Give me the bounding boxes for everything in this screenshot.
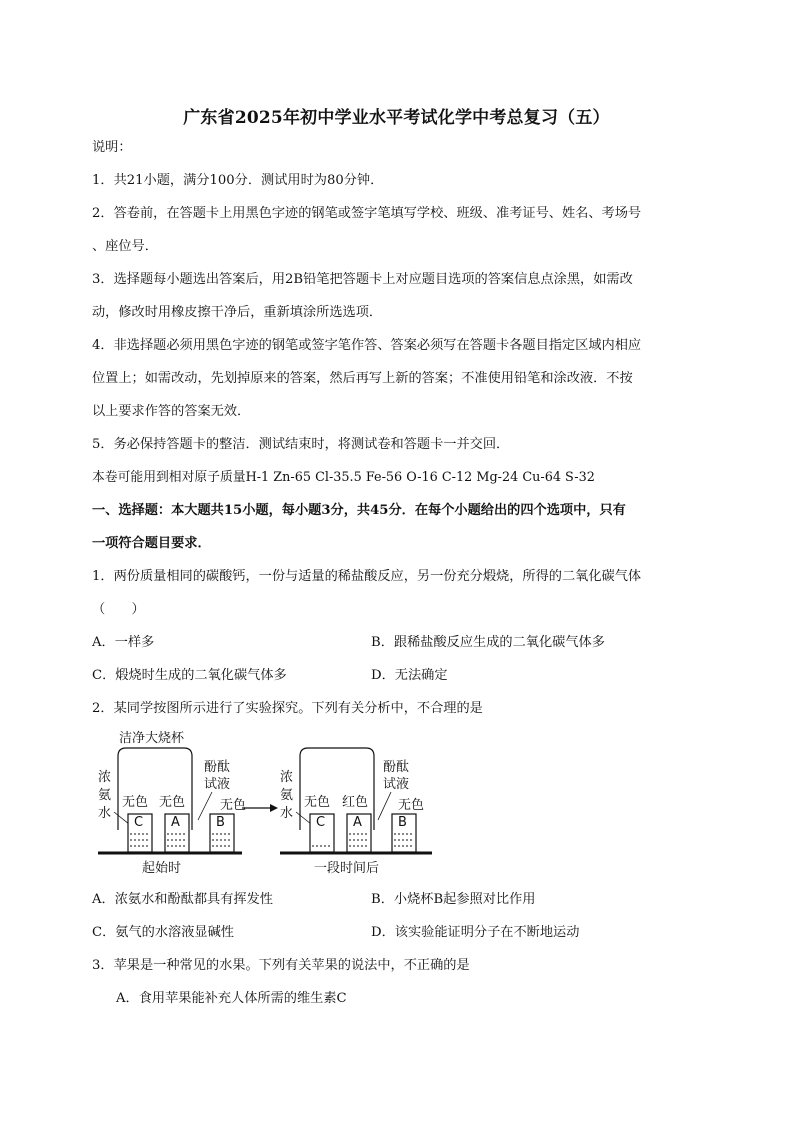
question-3-stem: 3．苹果是一种常见的水果。下列有关苹果的说法中，不正确的是 — [92, 958, 470, 973]
question-1-stem: 1．两份质量相同的碳酸钙，一份与适量的稀盐酸反应，另一份充分煅烧，所得的二氧化碳气体 — [92, 569, 642, 584]
figure-label-phenolphthalein: 试液 — [204, 777, 231, 792]
figure-label-phenolphthalein: 试液 — [383, 777, 410, 792]
note-line: 位置上；如需改动，先划掉原来的答案，然后再写上新的答案；不准使用铅笔和涂改液．不按 — [92, 371, 633, 386]
note-line: 以上要求作答的答案无效． — [92, 404, 251, 419]
figure-caption-start: 起始时 — [142, 861, 182, 876]
question-2-option-d: D．该实验能证明分子在不断地运动 — [371, 925, 580, 940]
figure-label-colorless: 无色 — [122, 795, 149, 810]
figure-label-b: B — [398, 815, 407, 830]
figure-label-ammonia: 水 — [98, 806, 112, 821]
figure-label-big-beaker: 洁净大烧杯 — [119, 731, 185, 746]
figure-label-ammonia: 氨 — [280, 788, 294, 803]
note-line: 2．答卷前，在答题卡上用黑色字迹的钢笔或签字笔填写学校、班级、准考证号、姓名、考场号 — [92, 206, 642, 221]
section-heading-cont: 一项符合题目要求． — [92, 536, 211, 551]
question-2-option-b: B．小烧杯B起参照对比作用 — [371, 892, 536, 907]
figure-label-colorless: 无色 — [304, 795, 331, 810]
note-line: 动，修改时用橡皮擦干净后，重新填涂所选选项． — [92, 305, 383, 320]
note-line: 5．务必保持答题卡的整洁．测试结束时，将测试卷和答题卡一并交回． — [92, 437, 510, 452]
question-1-option-d: D．无法确定 — [371, 668, 448, 683]
question-3-option-a: A．食用苹果能补充人体所需的维生素C — [116, 991, 347, 1006]
figure-label-phenolphthalein: 酚酞 — [383, 760, 410, 775]
intro-heading: 说明： — [92, 140, 132, 155]
question-1-option-a: A．一样多 — [92, 635, 155, 650]
page-title: 广东省2025年初中学业水平考试化学中考总复习（五） — [183, 108, 610, 128]
figure-label-c: C — [316, 815, 326, 830]
figure-label-colorless: 无色 — [220, 798, 247, 813]
question-2-stem: 2．某同学按图所示进行了实验探究。下列有关分析中，不合理的是 — [92, 701, 483, 716]
atomic-mass-line: 本卷可能用到相对原子质量H-1 Zn-65 Cl-35.5 Fe-56 O-16 C-12 Mg-24 Cu-64 S-32 — [92, 470, 595, 485]
figure-label-c: C — [134, 815, 144, 830]
figure-label-ammonia: 水 — [280, 806, 294, 821]
figure-label-a: A — [353, 815, 362, 830]
section-heading: 一、选择题：本大题共15小题，每小题3分，共45分．在每个小题给出的四个选项中，只有 — [92, 503, 626, 518]
figure-label-ammonia: 氨 — [98, 788, 112, 803]
note-line: 4．非选择题必须用黑色字迹的钢笔或签字笔作答、答案必须写在答题卡各题目指定区域内相应 — [92, 338, 642, 353]
experiment-figure — [92, 726, 442, 876]
figure-label-colorless: 无色 — [159, 795, 186, 810]
figure-label-ammonia: 浓 — [280, 770, 294, 785]
question-2-option-a: A．浓氨水和酚酞都具有挥发性 — [92, 892, 273, 907]
note-line: 、座位号． — [92, 239, 158, 254]
question-1-option-b: B．跟稀盐酸反应生成的二氧化碳气体多 — [371, 635, 605, 650]
figure-label-b: B — [216, 815, 225, 830]
figure-label-a: A — [171, 815, 180, 830]
figure-label-colorless: 无色 — [398, 798, 425, 813]
note-line: 3．选择题每小题选出答案后，用2B铅笔把答题卡上对应题目选项的答案信息点涂黑，如需改 — [92, 272, 633, 287]
question-1-paren: （ ） — [92, 602, 145, 617]
figure-label-phenolphthalein: 酚酞 — [204, 760, 231, 775]
question-1-option-c: C．煅烧时生成的二氧化碳气体多 — [92, 668, 287, 683]
figure-label-red: 红色 — [342, 795, 369, 810]
question-2-option-c: C．氨气的水溶液显碱性 — [92, 925, 234, 940]
figure-label-ammonia: 浓 — [98, 770, 112, 785]
figure-caption-after: 一段时间后 — [314, 861, 380, 876]
note-line: 1．共21小题，满分100分．测试用时为80分钟． — [92, 173, 384, 188]
arrow-head — [270, 804, 278, 812]
